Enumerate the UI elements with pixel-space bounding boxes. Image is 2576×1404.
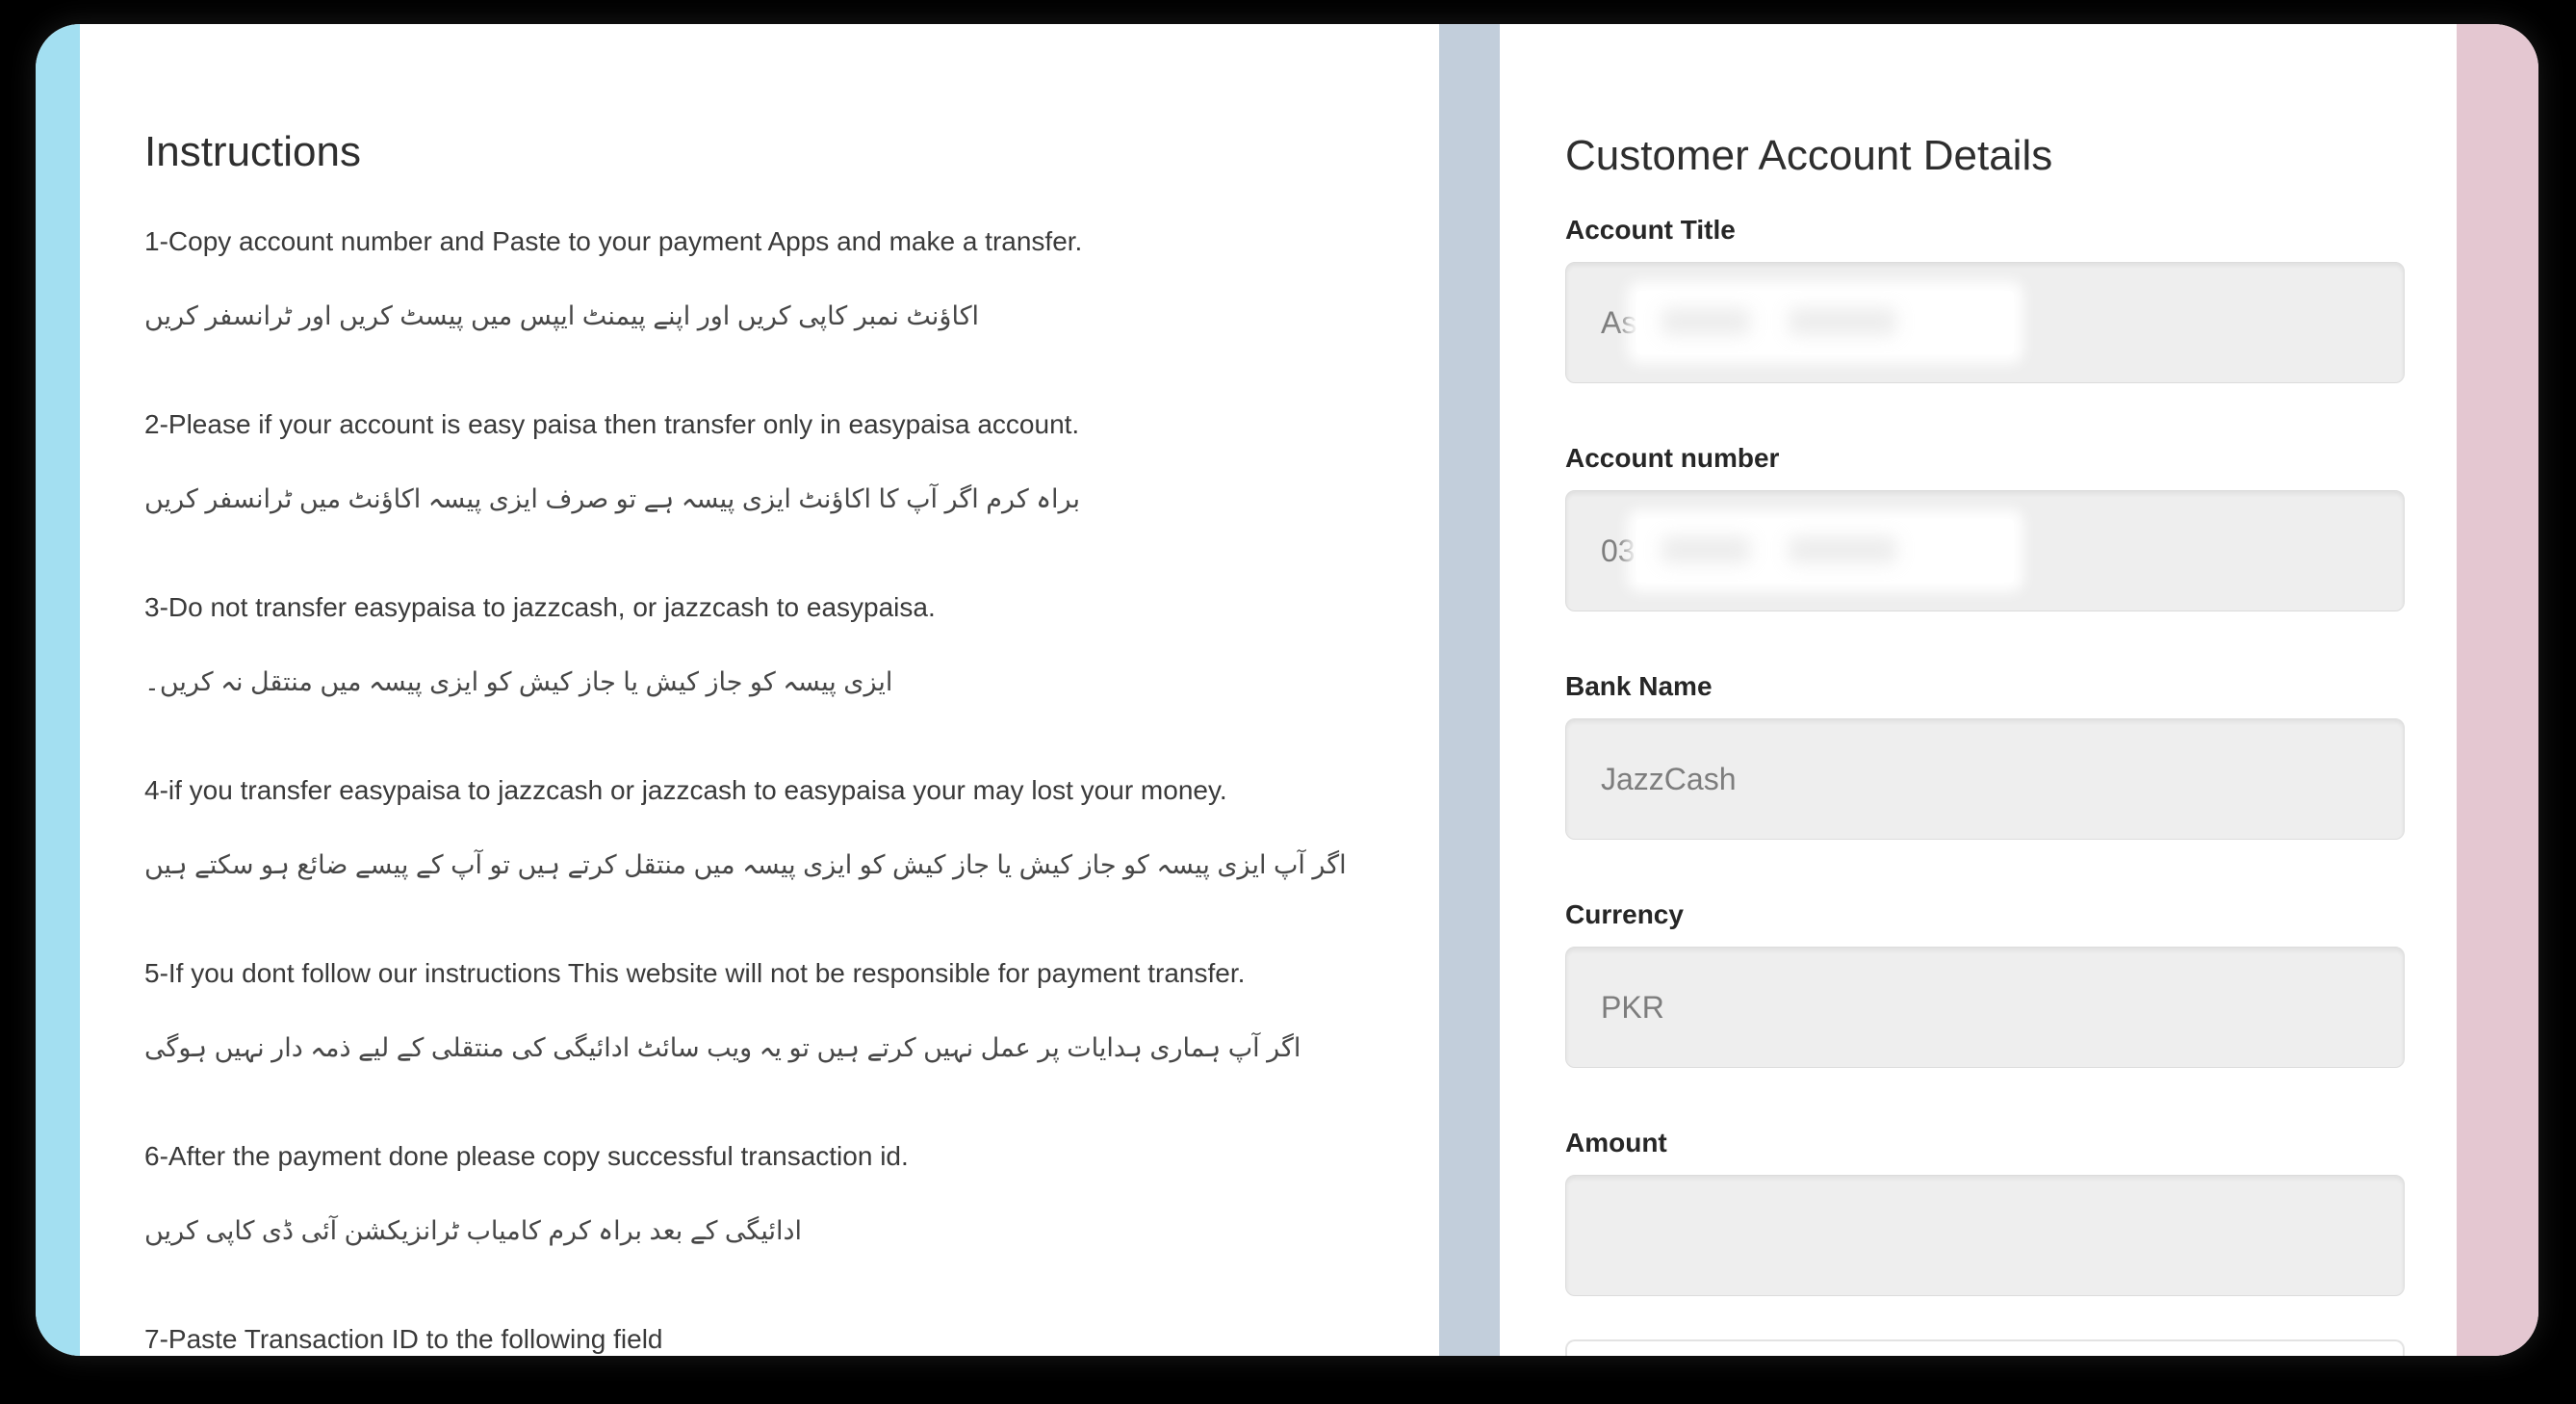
field-label: Amount	[1565, 1128, 1667, 1157]
instruction-text-en: 6-After the payment done please copy successful transaction id.	[144, 1141, 909, 1171]
field-value: PKR	[1601, 989, 1664, 1025]
instruction-text-en: 5-If you dont follow our instructions This website will not be responsible for payment transfer.	[144, 958, 1246, 988]
instruction-text-ur: ایزی پیسہ کو جاز کیش یا جاز کیش کو ایزی پیسہ میں منتقل نہ کریں۔	[144, 667, 893, 696]
instruction-item-lost-money-warning	[144, 774, 1381, 882]
instruction-text-ur: اگر آپ ہماری ہدایات پر عمل نہیں کرتے ہیں تو یہ ویب سائٹ ادائیگی کی منتقلی کے لیے ذمہ دار نہیں ہوگی	[144, 1033, 1301, 1062]
instruction-text-en: 7-Paste Transaction ID to the following field	[144, 1324, 663, 1354]
instruction-text-en: 2-Please if your account is easy paisa then transfer only in easypaisa account.	[144, 409, 1080, 439]
account-fields-list	[1565, 215, 2405, 1296]
instruction-item-copy-transaction-id	[144, 1140, 1381, 1248]
redaction-overlay	[1636, 291, 2014, 354]
instructions-panel	[80, 24, 1439, 1356]
instruction-item-copy-account-number	[144, 225, 1381, 333]
instruction-text-ur: اکاؤنٹ نمبر کاپی کریں اور اپنے پیمنٹ ایپس میں پیسٹ کریں اور ٹرانسفر کریں	[144, 301, 980, 330]
transaction-id-input-partial[interactable]	[1565, 1339, 2405, 1356]
amount-input[interactable]	[1565, 1175, 2405, 1296]
instruction-text-ur: براہ کرم اگر آپ کا اکاؤنٹ ایزی پیسہ ہے تو صرف ایزی پیسہ اکاؤنٹ میں ٹرانسفر کریں	[144, 484, 1080, 513]
field-bank-name	[1565, 671, 2405, 840]
instruction-item-paste-transaction-id	[144, 1323, 1381, 1356]
field-account-title	[1565, 215, 2405, 383]
instruction-text-ur: اگر آپ ایزی پیسہ کو جاز کیش یا جاز کیش کو ایزی پیسہ میں منتقل کرتے ہیں تو آپ کے پیسے ضائع ہو سکتے ہیں	[144, 850, 1347, 879]
account-details-title: Customer Account Details	[1565, 132, 2053, 179]
instruction-text-en: 4-if you transfer easypaisa to jazzcash or jazzcash to easypaisa your may lost your money.	[144, 775, 1227, 805]
right-accent-bar	[2457, 24, 2538, 1356]
payment-card	[36, 24, 2538, 1356]
field-value: JazzCash	[1601, 761, 1737, 796]
field-amount	[1565, 1128, 2405, 1296]
field-label: Account Title	[1565, 215, 1736, 245]
instructions-list	[144, 225, 1381, 1356]
instruction-text-en: 1-Copy account number and Paste to your payment Apps and make a transfer.	[144, 226, 1083, 256]
field-label: Bank Name	[1565, 671, 1713, 701]
instructions-title: Instructions	[144, 128, 361, 175]
currency-input[interactable]	[1565, 947, 2405, 1068]
redaction-overlay	[1636, 519, 2014, 583]
field-label: Currency	[1565, 899, 1684, 929]
panel-divider	[1439, 24, 1500, 1356]
field-value: As	[1601, 304, 1637, 340]
instruction-text-en: 3-Do not transfer easypaisa to jazzcash, or jazzcash to easypaisa.	[144, 592, 936, 622]
field-currency	[1565, 899, 2405, 1068]
account-number-input[interactable]	[1565, 490, 2405, 611]
instruction-item-no-cross-transfer	[144, 591, 1381, 699]
bank-name-input[interactable]	[1565, 718, 2405, 840]
field-account-number	[1565, 443, 2405, 611]
instruction-item-responsibility-disclaimer	[144, 957, 1381, 1065]
field-label: Account number	[1565, 443, 1780, 473]
field-value: 03	[1601, 533, 1636, 568]
instruction-item-easypaisa-only	[144, 408, 1381, 516]
account-details-panel	[1500, 24, 2457, 1356]
left-accent-bar	[36, 24, 80, 1356]
instruction-text-ur: ادائیگی کے بعد براہ کرم کامیاب ٹرانزیکشن آئی ڈی کاپی کریں	[144, 1216, 803, 1245]
account-title-input[interactable]	[1565, 262, 2405, 383]
